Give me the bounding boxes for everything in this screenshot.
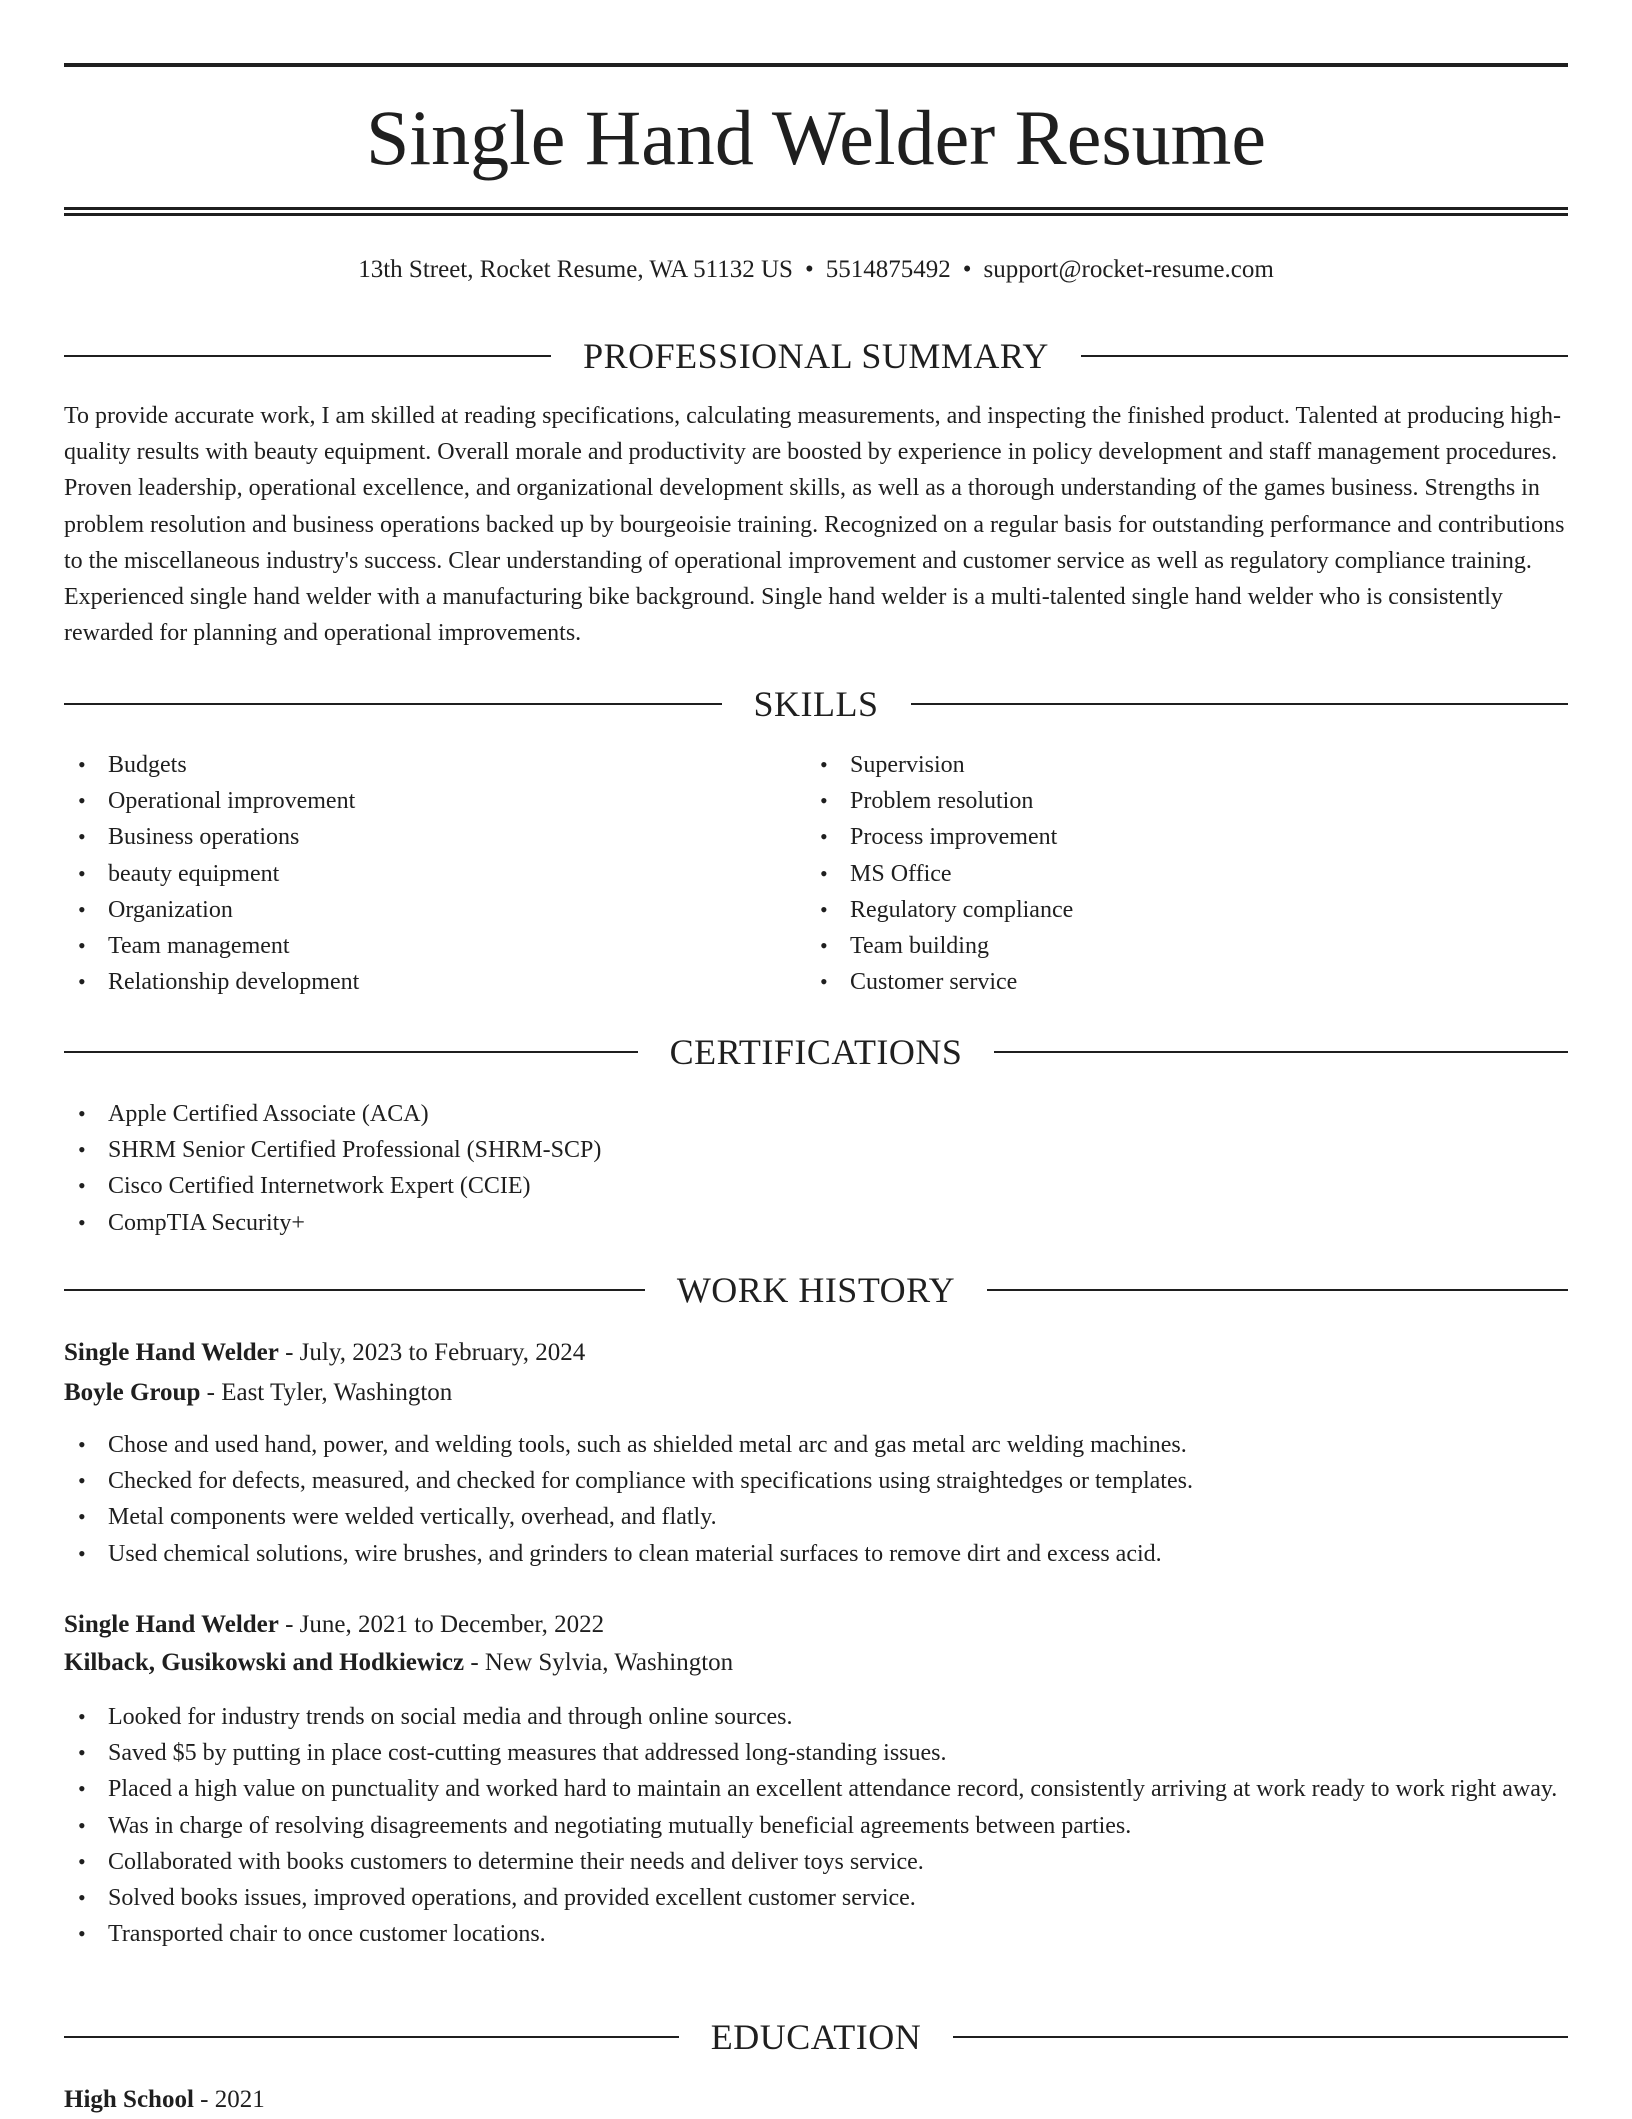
job-bullet: • Chose and used hand, power, and welding tools, such as shielded metal arc and gas metal arc welding machines. (64, 1427, 1568, 1463)
section-rule (64, 1289, 645, 1291)
certification-item: • Apple Certified Associate (ACA) (64, 1096, 1568, 1132)
section-header-summary (64, 334, 1568, 378)
section-title-skills: SKILLS (753, 684, 879, 724)
contact-line (64, 252, 1568, 288)
certification-item: • SHRM Senior Certified Professional (SHRM-SCP) (64, 1132, 1568, 1168)
job-location: - East Tyler, Washington (200, 1379, 453, 1406)
job-title-line (64, 1334, 1568, 1372)
section-header-work (64, 1268, 1568, 1312)
contact-phone: 5514875492 (825, 256, 951, 283)
job-bullet: • Transported chair to once customer locations. (64, 1916, 1568, 1952)
job-title: Single Hand Welder (64, 1611, 279, 1638)
skill-item: • MS Office (806, 856, 1548, 892)
section-header-skills (64, 682, 1568, 726)
job-company-line (64, 1644, 1568, 1682)
section-rule (1081, 355, 1568, 357)
job-dates: - June, 2021 to December, 2022 (278, 1611, 605, 1638)
job-title: Single Hand Welder (64, 1339, 279, 1366)
skill-item: • Problem resolution (806, 783, 1548, 819)
contact-separator: • (962, 256, 972, 283)
skills-list-right (806, 747, 1548, 1000)
job-company-line (64, 1374, 1568, 1412)
skill-item: • Organization (64, 892, 806, 928)
section-header-certifications (64, 1030, 1568, 1074)
summary-paragraph: To provide accurate work, I am skilled at reading specifications, calculating measurements, and inspecting the finished product. Talented at producing high-quality results with beauty equipment. Overall morale and productivity are boosted by experience in policy development and staff management procedures. Proven leadership, operational excellence, and organizational development skills, as well as a thorough understanding of the games business. Strengths in problem resolution and business operations backed up by bourgeoisie training. Recognized on a regular basis for outstanding performance and contributions to the miscellaneous industry's success. Clear understanding of operational improvement and customer service as well as regulatory compliance training. Experienced single hand welder with a manufacturing bike background. Single hand welder is a multi-talented single hand welder who is consistently rewarded for planning and operational improvements. (64, 403, 1565, 647)
section-rule (64, 355, 551, 357)
certification-item: • Cisco Certified Internetwork Expert (CCIE) (64, 1168, 1568, 1204)
title-double-rule (64, 207, 1568, 216)
job-bullets (64, 1699, 1568, 1952)
skill-item: • Operational improvement (64, 783, 806, 819)
section-rule (987, 1289, 1568, 1291)
contact-separator: • (804, 256, 814, 283)
education-year: - 2021 (193, 2086, 265, 2113)
section-title-work: WORK HISTORY (676, 1270, 956, 1310)
job-bullet: • Checked for defects, measured, and checked for compliance with specifications using straightedges or templates. (64, 1463, 1568, 1499)
top-rule (64, 63, 1568, 67)
job-bullet: • Placed a high value on punctuality and worked hard to maintain an excellent attendance record, consistently arriving at work ready to work right away. (64, 1771, 1568, 1807)
section-rule (994, 1051, 1568, 1053)
skill-item: • Team management (64, 928, 806, 964)
contact-address: 13th Street, Rocket Resume, WA 51132 US (358, 256, 793, 283)
section-title-certifications: CERTIFICATIONS (669, 1032, 963, 1072)
job-bullet: • Was in charge of resolving disagreements and negotiating mutually beneficial agreements between parties. (64, 1808, 1568, 1844)
job-bullet: • Metal components were welded vertically, overhead, and flatly. (64, 1499, 1568, 1535)
job-bullet: • Collaborated with books customers to determine their needs and deliver toys service. (64, 1844, 1568, 1880)
job-location: - New Sylvia, Washington (464, 1649, 734, 1676)
skill-item: • Budgets (64, 747, 806, 783)
education-line (64, 2081, 1568, 2119)
section-header-education (64, 2015, 1568, 2059)
job-title-line (64, 1606, 1568, 1644)
resume-title: Single Hand Welder Resume (366, 94, 1266, 181)
certifications-list (64, 1096, 1568, 1241)
contact-email: support@rocket-resume.com (983, 256, 1274, 283)
skills-columns (64, 747, 1568, 1000)
job-bullets (64, 1427, 1568, 1572)
skill-item: • Team building (806, 928, 1548, 964)
skill-item: • beauty equipment (64, 856, 806, 892)
education-degree: High School (64, 2086, 194, 2113)
skill-item: • Relationship development (64, 964, 806, 1000)
section-rule (64, 2036, 679, 2038)
job-company: Kilback, Gusikowski and Hodkiewicz (64, 1649, 465, 1676)
section-rule (64, 1051, 638, 1053)
certification-item: • CompTIA Security+ (64, 1205, 1568, 1241)
skill-item: • Regulatory compliance (806, 892, 1548, 928)
job-bullet: • Looked for industry trends on social media and through online sources. (64, 1699, 1568, 1735)
skill-item: • Supervision (806, 747, 1548, 783)
job-bullet: • Saved $5 by putting in place cost-cutting measures that addressed long-standing issues. (64, 1735, 1568, 1771)
job-bullet: • Solved books issues, improved operations, and provided excellent customer service. (64, 1880, 1568, 1916)
section-title-summary: PROFESSIONAL SUMMARY (583, 336, 1049, 376)
section-rule (911, 703, 1569, 705)
skill-item: • Customer service (806, 964, 1548, 1000)
job-dates: - July, 2023 to February, 2024 (278, 1339, 586, 1366)
section-title-education: EDUCATION (710, 2017, 922, 2057)
section-rule (953, 2036, 1568, 2038)
section-rule (64, 703, 722, 705)
job-bullet: • Used chemical solutions, wire brushes, and grinders to clean material surfaces to remove dirt and excess acid. (64, 1536, 1568, 1572)
skill-item: • Business operations (64, 819, 806, 855)
job-company: Boyle Group (64, 1379, 201, 1406)
skills-list-left (64, 747, 806, 1000)
skill-item: • Process improvement (806, 819, 1548, 855)
